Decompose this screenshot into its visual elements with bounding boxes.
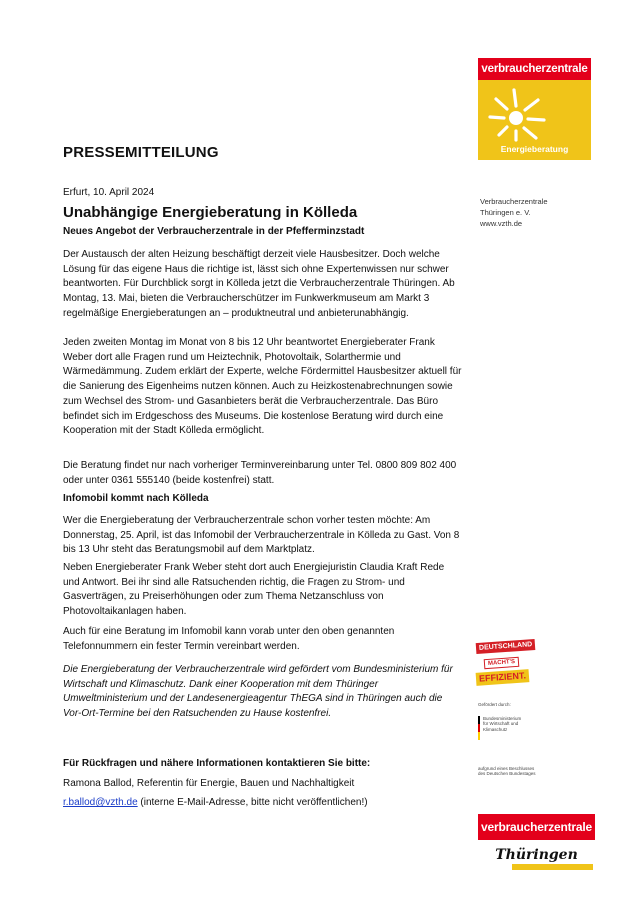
contact-email-link[interactable]: r.ballod@vzth.de <box>63 797 138 808</box>
contact-email-line <box>63 796 463 811</box>
bmwk-funding-badge <box>478 702 538 777</box>
logo-sun-panel <box>478 80 591 160</box>
deutschland-machts-effizient-logo <box>476 636 534 684</box>
funding-note: Die Energieberatung der Verbraucherzentrale wird gefördert vom Bundesministerium für Wirtschaft und Klimaschutz. Dank einer Kooperation mit dem Thüringer Umweltministerium und der Landesenergieagentur ThEGA sind in Thüringen auch die Vor-Ort-Termine bei den Ratsuchenden zu Hause kostenfrei. <box>63 664 453 720</box>
verbraucherzentrale-thueringen-logo <box>478 814 595 872</box>
paragraph-5: Neben Energieberater Frank Weber steht dort auch Energiejuristin Claudia Kraft Rede und Antwort. Bei ihr sind alle Ratsuchenden richtig, die Fragen zu Strom- und Gasverträgen, zu Preiserhöhungen oder zum Thema Netzanschluss von Photovoltaikanlagen haben. <box>63 562 445 618</box>
logo-claim: Energieberatung <box>500 144 569 154</box>
paragraph-4: Wer die Energieberatung der Verbraucherzentrale schon vorher testen möchte: Am Donnerstag, 25. April, ist das Infomobil der Verbraucherzentrale in Kölleda zu Gast. Von 8 bis 13 Uhr steht das Beratungsmobil auf dem Marktplatz. <box>63 515 460 556</box>
verbraucherzentrale-energieberatung-logo <box>478 58 591 160</box>
article-subtitle: Neues Angebot der Verbraucherzentrale in der Pfefferminzstadt <box>63 226 365 237</box>
paragraph-6: Auch für eine Beratung im Infomobil kann vorab unter den oben genannten Telefonnummern ein fester Termin vereinbart werden. <box>63 626 395 652</box>
logo-brand-text: verbraucherzentrale <box>478 58 591 80</box>
german-flag-icon <box>478 716 480 740</box>
yellow-underline-stroke <box>512 864 593 870</box>
footer-logo-brand: verbraucherzentrale <box>478 814 595 840</box>
org-region: Thüringen e. V. <box>480 208 531 217</box>
footer-logo-region-text: Thüringen <box>495 847 578 863</box>
dateline: Erfurt, 10. April 2024 <box>63 187 155 198</box>
article-title: Unabhängige Energieberatung in Kölleda <box>63 204 358 221</box>
section-heading-infomobil: Infomobil kommt nach Kölleda <box>63 493 209 504</box>
contact-person: Ramona Ballod, Referentin für Energie, Bauen und Nachhaltigkeit <box>63 778 355 789</box>
paragraph-1: Der Austausch der alten Heizung beschäftigt derzeit viele Hausbesitzer. Doch welche Lösung für das eigene Haus die richtige ist, lässt sich ohne Expertenwissen nur schwer beantworten. Für Durchblick sorgt in Kölleda jetzt die Verbraucherzentrale Thüringen. Ab Montag, 13. Mai, bieten die Verbraucherschützer im Funkwerkmuseum am Markt 3 regelmäßige Energieberatungen an – produktneutral und anbieterunabhängig. <box>63 249 455 319</box>
footer-logo-region <box>478 840 595 872</box>
contact-email-note: (interne E-Mail-Adresse, bitte nicht veröffentlichen!) <box>137 797 368 808</box>
paragraph-3: Die Beratung findet nur nach vorheriger Terminvereinbarung unter Tel. 0800 809 802 400 oder unter 0361 555140 (beide kostenfrei) statt. <box>63 460 457 486</box>
paragraph-2: Jeden zweiten Montag im Monat von 8 bis 12 Uhr beantwortet Energieberater Frank Weber dort alle Fragen rund um Heiztechnik, Photovoltaik, Solarthermie und Wärmedämmung. Zudem erklärt der Experte, welche Fördermittel Hausbesitzer aktuell für die Sanierung des Eigenheims nutzen können. Auch zu Heizkostenabrechnungen sowie zum Wechsel des Strom- und Gasanbieters berät die Verbraucherzentrale. Das Büro befindet sich im Erdgeschoss des Museums. Die kostenlose Beratung wird durch eine Kooperation mit der Stadt Kölleda ermöglicht. <box>63 337 462 437</box>
ministry-name: Bundesministerium für Wirtschaft und Klimaschutz <box>483 715 522 732</box>
deff-line-2: MACHT'S <box>484 657 520 669</box>
org-name: Verbraucherzentrale <box>480 197 548 206</box>
funded-by-label: Gefördert durch: <box>478 702 511 707</box>
deff-line-3: EFFIZIENT. <box>476 669 530 686</box>
deff-line-1: DEUTSCHLAND <box>476 639 536 654</box>
ministry-note: aufgrund eines Beschlusses des Deutschen Bundestages <box>478 765 536 776</box>
document-type-heading: PRESSEMITTEILUNG <box>63 144 219 161</box>
contact-heading: Für Rückfragen und nähere Informationen kontaktieren Sie bitte: <box>63 758 371 769</box>
org-website: www.vzth.de <box>480 219 523 228</box>
